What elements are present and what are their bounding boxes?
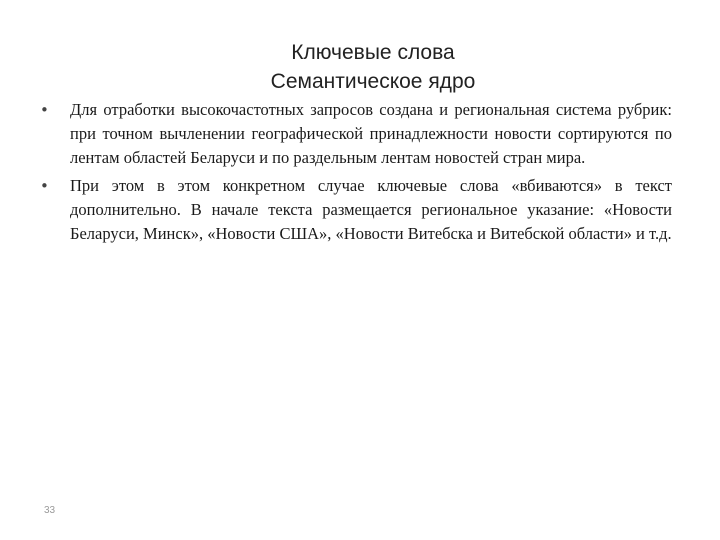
bullet-text: При этом в этом конкретном случае ключевые слова «вбиваются» в текст дополнительно. В начале текста размещается региональное указание: «Новости Беларуси, Минск», «Новости США», «Новости Витебска и Витебской области» и т.д. bbox=[70, 176, 672, 243]
bullet-item bbox=[40, 98, 672, 170]
bullet-list bbox=[40, 98, 672, 250]
page-number: 33 bbox=[44, 505, 56, 516]
bullet-text: Для отработки высокочастотных запросов создана и региональная система рубрик: при точном вычленении географической принадлежности новости сортируются по лентам областей Беларуси и по раздельным лентам новостей стран мира. bbox=[70, 100, 672, 167]
title-line-2: Семантическое ядро bbox=[270, 70, 476, 93]
slide-title bbox=[0, 38, 720, 96]
bullet-item bbox=[40, 174, 672, 246]
title-line-1: Ключевые слова bbox=[291, 41, 455, 64]
bullet-marker: • bbox=[40, 101, 49, 119]
bullet-marker: • bbox=[40, 177, 49, 195]
